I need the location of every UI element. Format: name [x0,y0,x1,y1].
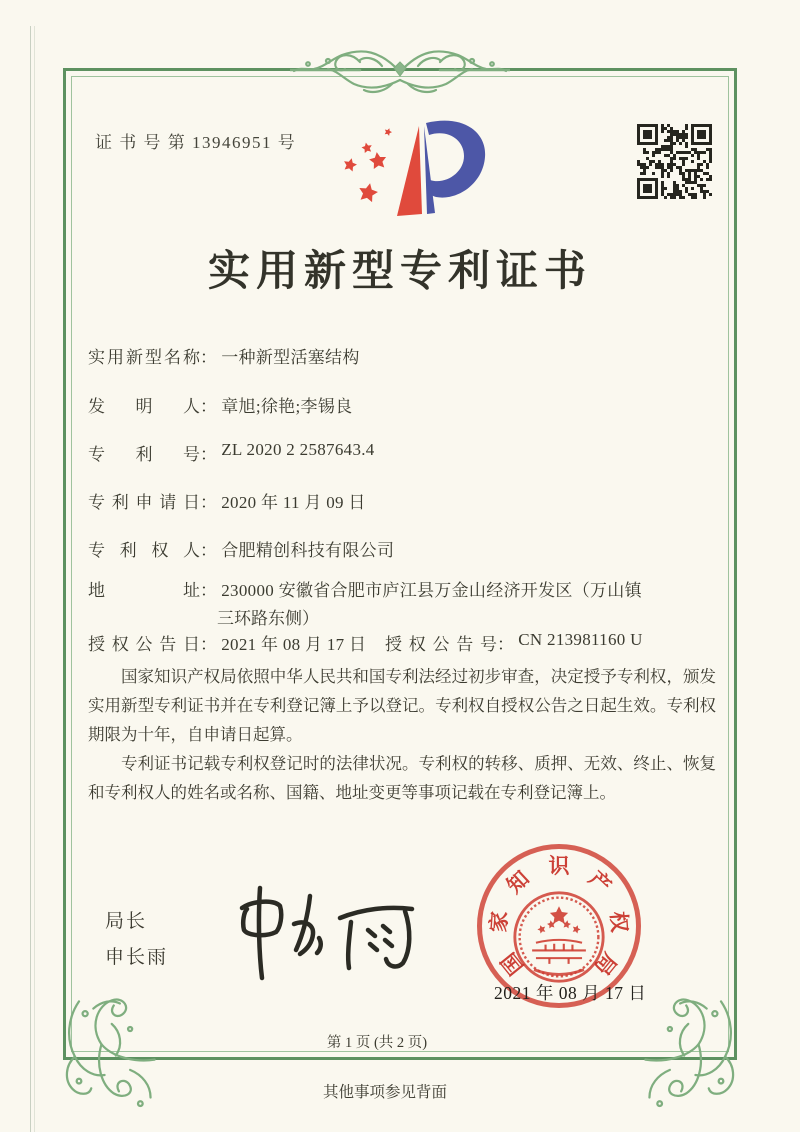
field-patentee: 专利权人： 合肥精创科技有限公司 [88,536,394,561]
seal-char: 局 [589,948,622,980]
legal-paragraph-1: 国家知识产权局依照中华人民共和国专利法经过初步审查，决定授予专利权，颁发实用新型专利证书并在专利登记簿上予以登记。专利权自授权公告之日起生效。专利权期限为十年，自申请日起算。 [88,667,716,744]
seal-char: 知 [502,866,534,899]
seal-char: 产 [584,866,616,899]
scan-edge-line-2 [34,26,35,1132]
green-flourish-ornament [290,40,510,104]
field-value: 合肥精创科技有限公司 [221,541,395,560]
field-utility-model-name: 实用新型名称： 一种新型活塞结构 [88,343,360,368]
field-value: 一种新型活塞结构 [221,348,360,367]
field-label: 授权公告号 [385,635,497,654]
page-number: 第 1 页 (共 2 页) [326,1035,428,1051]
field-label: 专利权人 [88,541,200,560]
certificate-title: 实用新型专利证书 [207,249,592,295]
field-label: 专利申请日 [88,493,200,512]
certificate-number: 证 书 号 第 13946951 号 [95,133,297,152]
field-label: 授权公告日 [88,635,200,654]
field-label: 发明人 [88,397,200,416]
director-signature [222,878,427,986]
signer-title: 局长 [105,911,148,932]
field-value: 230000 安徽省合肥市庐江县万金山经济开发区（万山镇 [221,581,642,600]
field-value: 2020 年 11 月 09 日 [221,493,366,512]
seal-char: 国 [496,948,529,980]
field-label: 专利号 [88,445,200,464]
legal-text-block [88,662,716,807]
signer-name: 申长雨 [105,947,169,968]
seal-date: 2021 年 08 月 17 日 [494,983,647,1003]
national-emblem-icon [511,887,607,987]
back-note: 其他事项参见背面 [322,1084,447,1101]
seal-char: 家 [486,910,512,934]
seal-char: 识 [548,854,570,878]
field-label: 实用新型名称 [88,348,200,367]
field-grant-date: 授权公告日： 2021 年 08 月 17 日 授权公告号： CN 213981160 U [88,630,643,654]
field-value: CN 213981160 U [518,630,643,649]
field-patent-number: 专利号： ZL 2020 2 2587643.4 [88,440,375,464]
field-value: ZL 2020 2 2587643.4 [221,440,375,459]
field-value: 章旭;徐艳;李锡良 [221,397,353,416]
field-filing-date: 专利申请日： 2020 年 11 月 09 日 [88,488,366,513]
legal-paragraph-2: 专利证书记载专利权登记时的法律状况。专利权的转移、质押、无效、终止、恢复和专利权人的姓名或名称、国籍、地址变更等事项记载在专利登记簿上。 [88,754,716,802]
qr-code [637,124,712,199]
field-grant-number: 授权公告号： CN 213981160 U [385,630,643,654]
field-address-line2: 三环路东侧） [217,609,319,628]
cnipa-patent-logo-icon [333,110,508,240]
field-value: 2021 年 08 月 17 日 [221,635,367,654]
field-address: 地址： 230000 安徽省合肥市庐江县万金山经济开发区（万山镇 [88,576,642,601]
seal-char: 权 [606,910,632,934]
field-label: 地址 [88,581,200,600]
scan-edge-line [30,26,31,1132]
field-inventors: 发明人： 章旭;徐艳;李锡良 [88,392,352,417]
